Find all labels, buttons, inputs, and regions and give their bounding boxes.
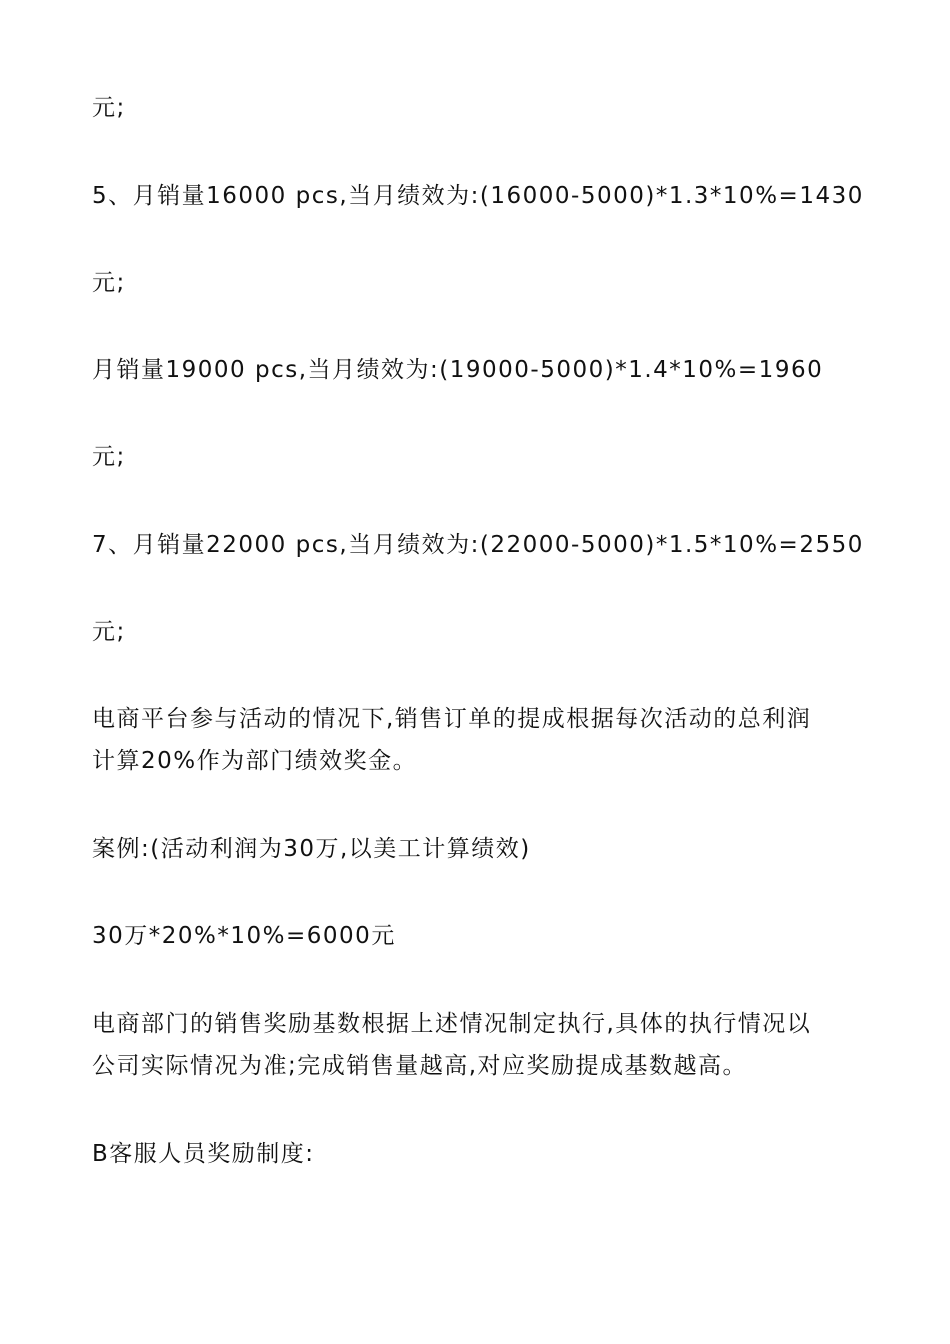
text-line: 元; (92, 95, 126, 121)
incentive-paragraph (92, 1003, 882, 1087)
case-calculation: 30万*20%*10%=6000元 (92, 923, 396, 949)
text-line: 元; (92, 444, 126, 470)
text-line: 5、月销量16000 pcs,当月绩效为:(16000-5000)*1.3*10%=1430 (92, 183, 864, 209)
text-line: 元; (92, 619, 126, 645)
text-line: 7、月销量22000 pcs,当月绩效为:(22000-5000)*1.5*10%=2550 (92, 532, 864, 558)
section-heading: B客服人员奖励制度: (92, 1141, 315, 1167)
case-line: 案例:(活动利润为30万,以美工计算绩效) (92, 836, 531, 862)
paragraph-line: 电商部门的销售奖励基数根据上述情况制定执行,具体的执行情况以 (92, 1011, 812, 1037)
paragraph-line: 公司实际情况为准;完成销售量越高,对应奖励提成基数越高。 (92, 1053, 748, 1079)
paragraph-line: 计算20%作为部门绩效奖金。 (92, 748, 418, 774)
text-line: 元; (92, 270, 126, 296)
paragraph-line: 电商平台参与活动的情况下,销售订单的提成根据每次活动的总利润 (92, 706, 812, 732)
text-line: 月销量19000 pcs,当月绩效为:(19000-5000)*1.4*10%=1960 (92, 357, 824, 383)
activity-paragraph (92, 698, 882, 782)
